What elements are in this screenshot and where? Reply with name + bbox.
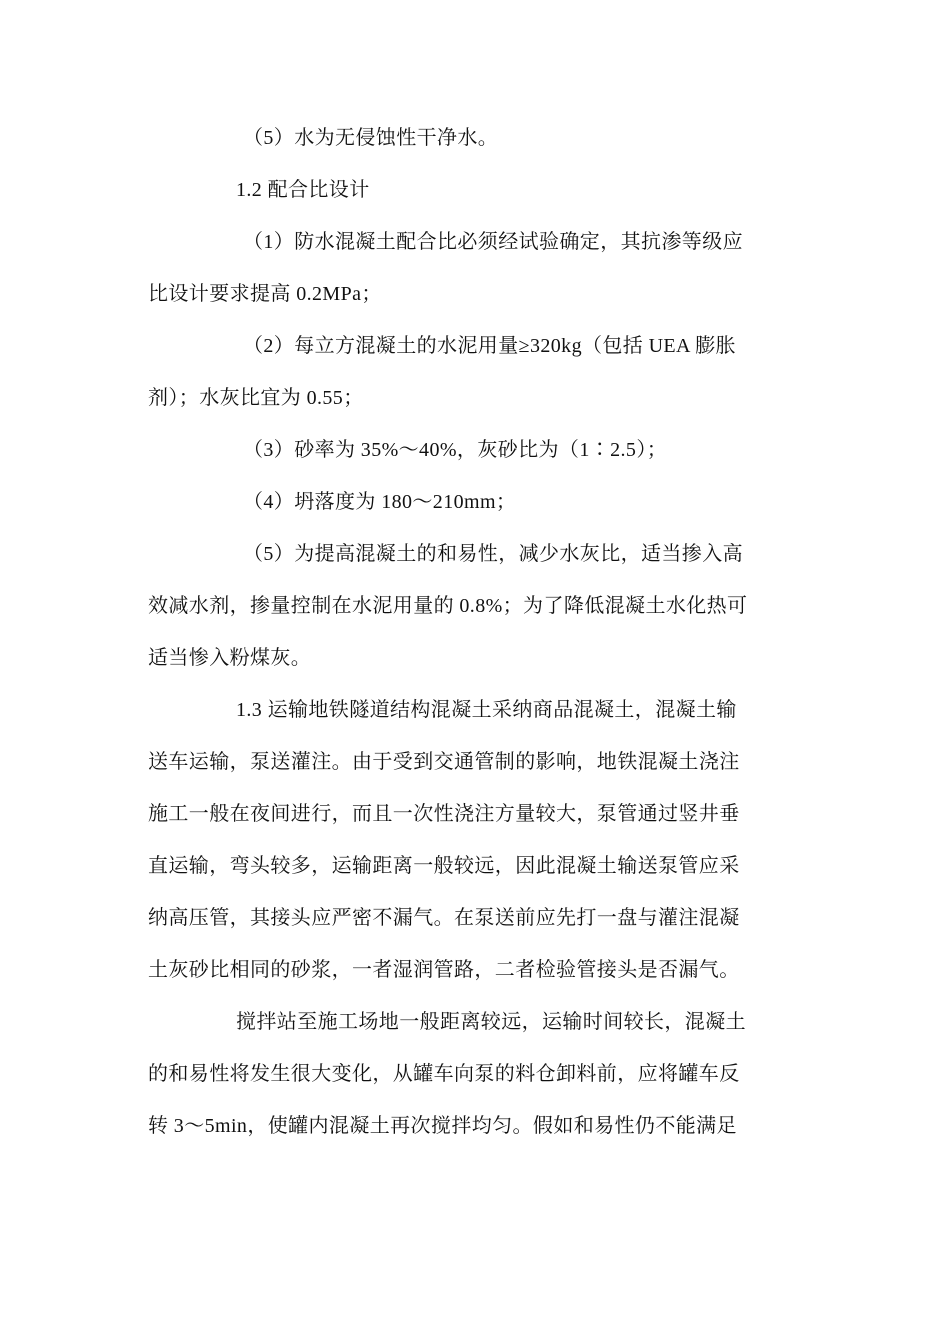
section-1-3-line-5: 纳高压管，其接头应严密不漏气。在泵送前应先打一盘与灌注混凝 xyxy=(148,907,740,929)
item-1-line-1: （1）防水混凝土配合比必须经试验确定，其抗渗等级应 xyxy=(243,231,743,253)
section-1-3-line-4: 直运输，弯头较多，运输距离一般较远，因此混凝土输送泵管应采 xyxy=(148,855,740,877)
item-5-line-1: （5）为提高混凝土的和易性，减少水灰比，适当掺入高 xyxy=(243,543,743,565)
item-1-line-2: 比设计要求提高 0.2MPa； xyxy=(148,283,382,305)
item-5-line-3: 适当惨入粉煤灰。 xyxy=(148,647,312,669)
item-3-line-1: （3）砂率为 35%～40%，灰砂比为（1∶2.5）； xyxy=(243,439,668,461)
item-2-line-1: （2）每立方混凝土的水泥用量≥320kg（包括 UEA 膨胀 xyxy=(243,335,736,357)
paragraph-mixing-station-line-2: 的和易性将发生很大变化，从罐车向泵的料仓卸料前，应将罐车反 xyxy=(148,1063,740,1085)
section-1-3-line-2: 送车运输，泵送灌注。由于受到交通管制的影响，地铁混凝土浇注 xyxy=(148,751,740,773)
heading-1-2-mix-design: 1.2 配合比设计 xyxy=(236,179,370,201)
item-4-line-1: （4）坍落度为 180～210mm； xyxy=(243,491,517,513)
item-2-line-2: 剂）；水灰比宜为 0.55； xyxy=(148,387,364,409)
paragraph-mixing-station-line-3: 转 3～5min，使罐内混凝土再次搅拌均匀。假如和易性仍不能满足 xyxy=(148,1115,737,1137)
section-1-3-line-1: 1.3 运输地铁隧道结构混凝土采纳商品混凝土，混凝土输 xyxy=(236,699,737,721)
paragraph-5-water-line-1: （5）水为无侵蚀性干净水。 xyxy=(243,127,499,149)
item-5-line-2: 效减水剂，掺量控制在水泥用量的 0.8%；为了降低混凝土水化热可 xyxy=(148,595,748,617)
paragraph-mixing-station-line-1: 搅拌站至施工场地一般距离较远，运输时间较长，混凝土 xyxy=(236,1011,746,1033)
section-1-3-line-3: 施工一般在夜间进行，而且一次性浇注方量较大，泵管通过竖井垂 xyxy=(148,803,740,825)
section-1-3-line-6: 土灰砂比相同的砂浆，一者湿润管路，二者检验管接头是否漏气。 xyxy=(148,959,740,981)
